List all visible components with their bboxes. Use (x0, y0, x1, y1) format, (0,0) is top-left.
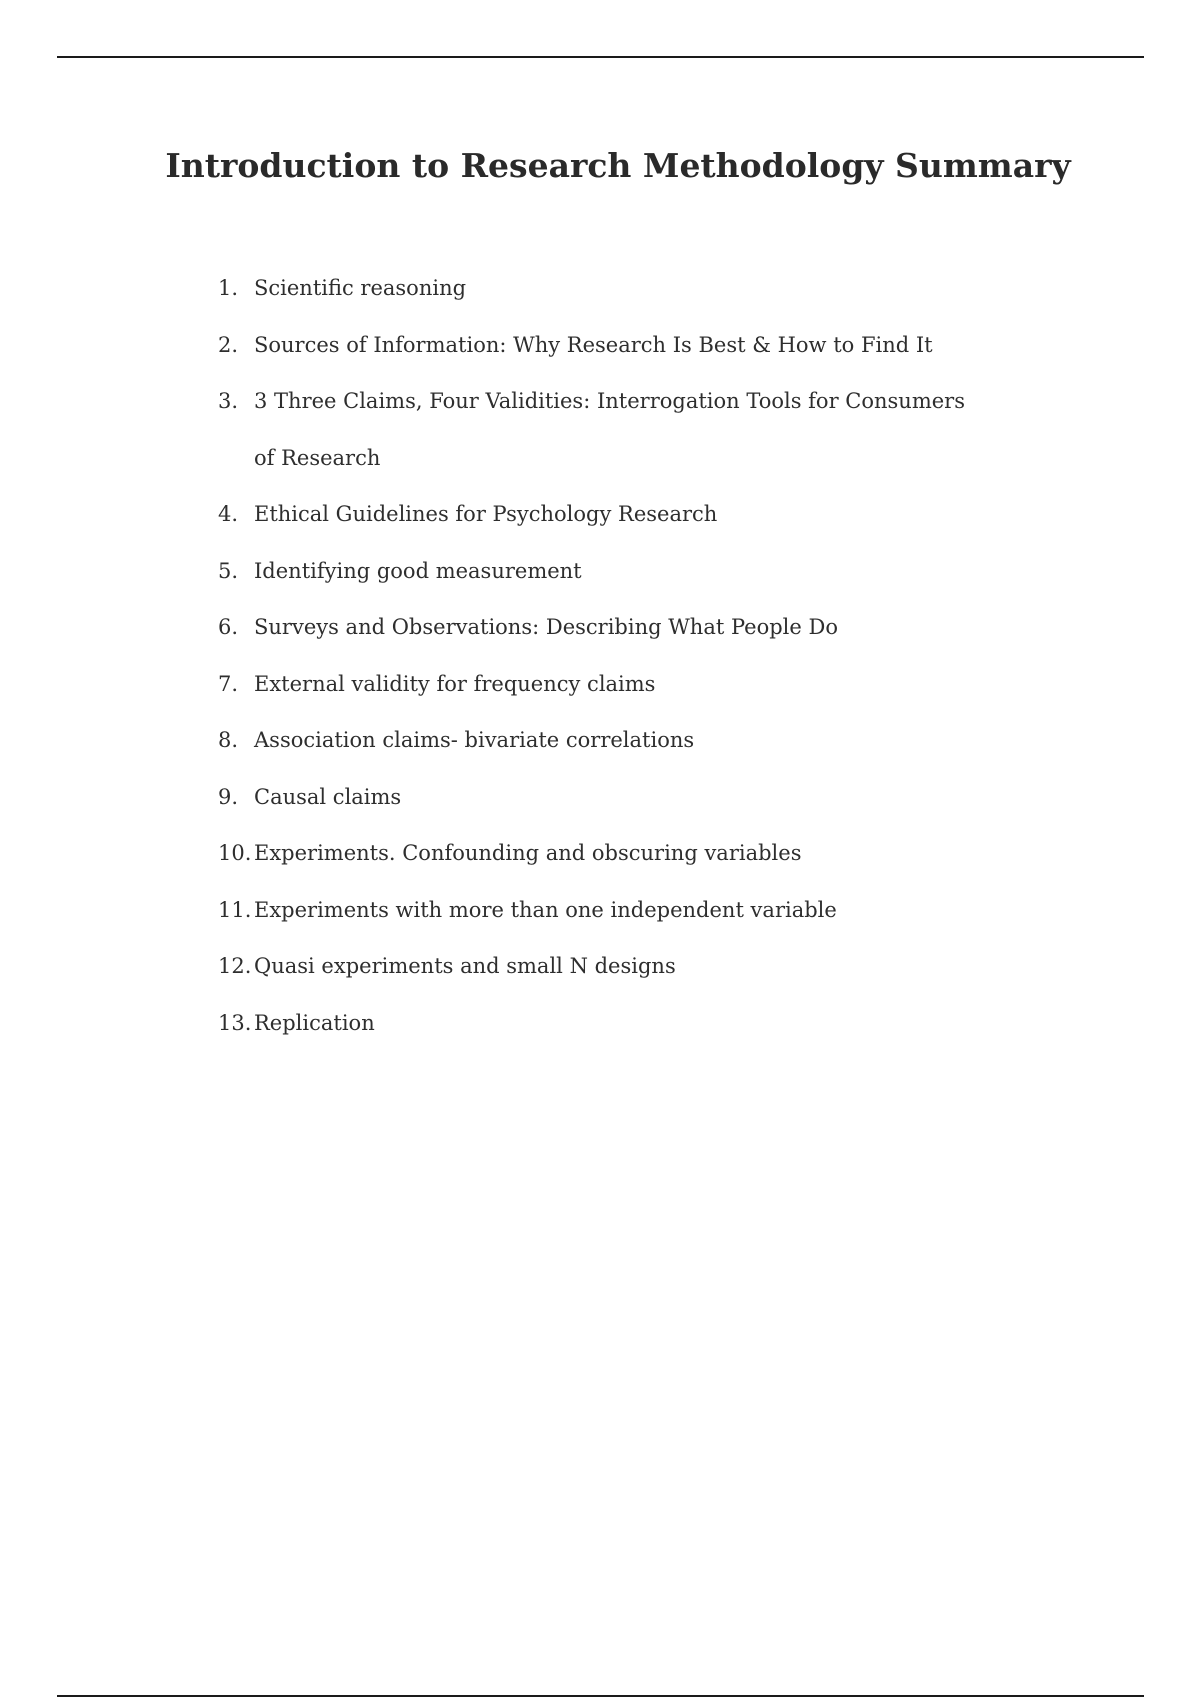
list-item-text: Quasi experiments and small N designs (254, 954, 676, 978)
list-item-number: 12. (218, 954, 252, 978)
list-item-text: 3 Three Claims, Four Validities: Interrogation Tools for Consumers of Research (254, 389, 965, 470)
list-item (218, 712, 978, 769)
list-item-text: Causal claims (254, 784, 402, 809)
list-item-number: 13. (218, 1010, 252, 1035)
list-item-text: Ethical Guidelines for Psychology Research (254, 502, 718, 526)
list-item-text: Experiments. Confounding and obscuring variables (254, 841, 802, 865)
list-item (218, 882, 978, 939)
list-item-number: 5. (218, 558, 239, 583)
list-item (218, 486, 978, 543)
list-item-text: Surveys and Observations: Describing What People Do (254, 615, 838, 639)
list-item (218, 769, 978, 826)
list-item-number: 8. (218, 728, 239, 752)
list-item (218, 938, 978, 995)
list-item-number: 1. (218, 276, 239, 300)
list-item-number: 6. (218, 615, 239, 639)
list-item-text: Experiments with more than one independent variable (254, 897, 837, 922)
list-item-number: 9. (218, 784, 239, 809)
list-item (218, 599, 978, 656)
list-item (218, 825, 978, 882)
list-item (218, 373, 978, 486)
list-item (218, 656, 978, 713)
list-item-number: 3. (218, 389, 239, 413)
list-item-number: 10. (218, 841, 252, 865)
list-item-number: 11. (218, 897, 252, 922)
list-item-text: Scientific reasoning (254, 276, 467, 300)
list-item-number: 4. (218, 502, 239, 526)
footer-rule (57, 1695, 1144, 1697)
list-item (218, 995, 978, 1052)
list-item (218, 543, 978, 600)
list-item-text: Sources of Information: Why Research Is Best & How to Find It (254, 332, 933, 357)
list-item-text: External validity for frequency claims (254, 671, 656, 696)
list-item-number: 2. (218, 332, 239, 357)
list-item-text: Replication (254, 1010, 375, 1035)
list-item-text: Association claims- bivariate correlations (254, 728, 695, 752)
page-title: Introduction to Research Methodology Summary (165, 146, 1071, 185)
topic-list (218, 260, 978, 1051)
list-item-number: 7. (218, 671, 239, 696)
header-rule (57, 56, 1144, 58)
list-item-text: Identifying good measurement (254, 558, 582, 583)
list-item (218, 260, 978, 317)
list-item (218, 317, 978, 374)
